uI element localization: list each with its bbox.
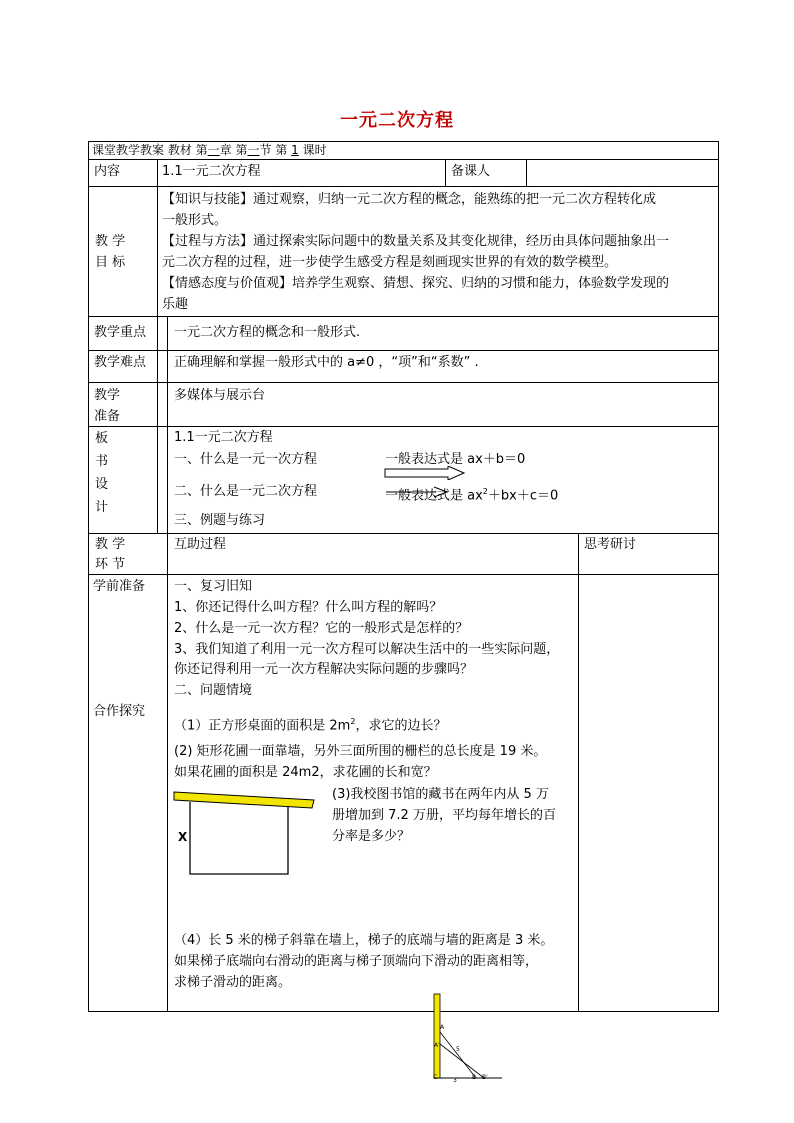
problem-1-exp: 2 — [350, 717, 356, 726]
strike-mark — [384, 484, 450, 498]
preparation-label-2: 准备 — [94, 409, 121, 424]
table-right-border — [718, 141, 719, 1012]
col-divider — [157, 159, 158, 534]
problem-1-a: （1）正方形桌面的面积是 2m — [174, 718, 351, 734]
board-heading: 1.1一元二次方程 — [174, 430, 273, 445]
board-line-1-left: 一、什么是一元一次方程 — [174, 452, 318, 467]
row-divider — [88, 316, 719, 317]
ladder-label-b2: B' — [482, 1074, 488, 1081]
board-label: 设 — [95, 477, 109, 492]
objectives-label-1: 教 学 — [95, 234, 126, 249]
arrow-icon — [384, 466, 466, 480]
ladder-label-three: 3 — [453, 1077, 457, 1084]
document-title: 一元二次方程 — [340, 110, 454, 131]
problem-4b: 如果梯子底端向右滑动的距离与梯子顶端向下滑动的距离相等， — [174, 954, 539, 969]
row-divider — [88, 350, 719, 351]
objective-line: 一般形式。 — [162, 213, 228, 228]
review-heading: 一、复习旧知 — [174, 579, 253, 594]
objective-line: 【过程与方法】通过探索实际问题中的数量关系及其变化规律，经历由具体问题抽象出一 — [162, 234, 670, 249]
garden-figure — [170, 788, 320, 888]
garden-side-label: X — [178, 830, 188, 844]
board-line-3: 三、例题与练习 — [174, 513, 266, 528]
board-label: 板 — [95, 431, 109, 446]
content-value: 1.1一元二次方程 — [162, 164, 261, 179]
objective-line: 乐趣 — [162, 297, 189, 312]
key-points-value: 一元二次方程的概念和一般形式. — [174, 325, 361, 340]
row-divider — [88, 533, 719, 534]
table-left-border — [88, 141, 89, 1012]
ladder-label-five: 5 — [456, 1046, 460, 1053]
board-formula-a: 一般表达式是 ax — [385, 488, 483, 504]
difficulties-label: 教学难点 — [94, 355, 147, 370]
key-points-label: 教学重点 — [94, 325, 147, 340]
problem-2a: (2) 矩形花圃一面靠墙，另外三面所围的栅栏的总长度是 19 米。 — [174, 744, 547, 759]
ladder-label-a2: A' — [434, 1042, 440, 1049]
problem-1-b: ，求它的边长？ — [355, 718, 447, 734]
col-divider — [445, 159, 446, 186]
ladder-label-c: C — [433, 1074, 438, 1081]
col-divider — [526, 159, 527, 186]
ladder-figure — [426, 992, 506, 1087]
content-label: 内容 — [94, 164, 121, 179]
ladder-label-b: B — [472, 1074, 477, 1081]
problem-4a: （4）长 5 米的梯子斜靠在墙上，梯子的底端与墙的距离是 3 米。 — [174, 933, 554, 948]
row-divider — [88, 159, 719, 160]
objective-line: 【知识与技能】通过观察，归纳一元二次方程的概念，能熟练的把一元二次方程转化成 — [162, 192, 657, 207]
col-divider — [167, 316, 168, 534]
col-divider — [167, 533, 168, 1011]
preparation-label-1: 教学 — [94, 388, 121, 403]
table-bottom-border — [88, 1011, 719, 1012]
situation-heading: 二、问题情境 — [174, 683, 253, 698]
problem-1 — [174, 712, 446, 736]
pre-study-label: 学前准备 — [93, 579, 146, 594]
review-q1: 1、你还记得什么叫方程？什么叫方程的解吗？ — [174, 600, 443, 615]
row-divider — [88, 382, 719, 383]
row-divider — [88, 186, 719, 187]
difficulties-value: 正确理解和掌握一般形式中的 a≠0 ，“项”和“系数” . — [174, 355, 479, 370]
cooperation-label: 合作探究 — [93, 704, 146, 719]
process-label-1: 教 学 — [95, 537, 126, 552]
row-divider — [88, 574, 719, 575]
problem-3-line: 册增加到 7.2 万册，平均每年增长的百 — [332, 808, 556, 823]
process-label-2: 环 节 — [95, 557, 126, 572]
objective-line: 元二次方程的过程，进一步使学生感受方程是刻画现实世界的有效的数学模型。 — [162, 255, 618, 270]
objectives-label-2: 目 标 — [95, 255, 126, 270]
board-formula-exp: 2 — [482, 487, 488, 496]
review-q3a: 3、我们知道了利用一元一次方程可以解决生活中的一些实际问题， — [174, 642, 560, 657]
objective-line: 【情感态度与价值观】培养学生观察、猜想、探究、归纳的习惯和能力，体验数学发现的 — [162, 276, 670, 291]
col-divider — [578, 533, 579, 1011]
problem-2b: 如果花圃的面积是 24m2，求花圃的长和宽？ — [174, 765, 437, 780]
board-line-2-left: 二、什么是一元二次方程 — [174, 484, 318, 499]
problem-4c: 求梯子滑动的距离。 — [174, 975, 292, 990]
header-line: 课堂教学教案 教材 第一章 第一节 第 1 课时 — [92, 143, 327, 157]
ladder-label-a: A — [440, 1024, 445, 1031]
problem-3-line: (3)我校图书馆的藏书在两年内从 5 万 — [332, 787, 549, 802]
board-label: 计 — [95, 500, 109, 515]
board-line-1-right: 一般表达式是 ax＋b＝0 — [385, 452, 526, 467]
problem-3-line: 分率是多少？ — [332, 829, 411, 844]
reflection-header: 思考研讨 — [584, 537, 637, 552]
row-divider — [88, 426, 719, 427]
interaction-header: 互助过程 — [174, 537, 227, 552]
board-formula-b: ＋bx＋c＝0 — [487, 488, 559, 504]
review-q2: 2、什么是一元一次方程？它的一般形式是怎样的？ — [174, 621, 469, 636]
preparation-value: 多媒体与展示台 — [174, 388, 266, 403]
preparer-label: 备课人 — [451, 164, 491, 179]
board-label: 书 — [95, 454, 109, 469]
review-q3b: 你还记得利用一元一次方程解决实际问题的步骤吗？ — [174, 662, 474, 677]
